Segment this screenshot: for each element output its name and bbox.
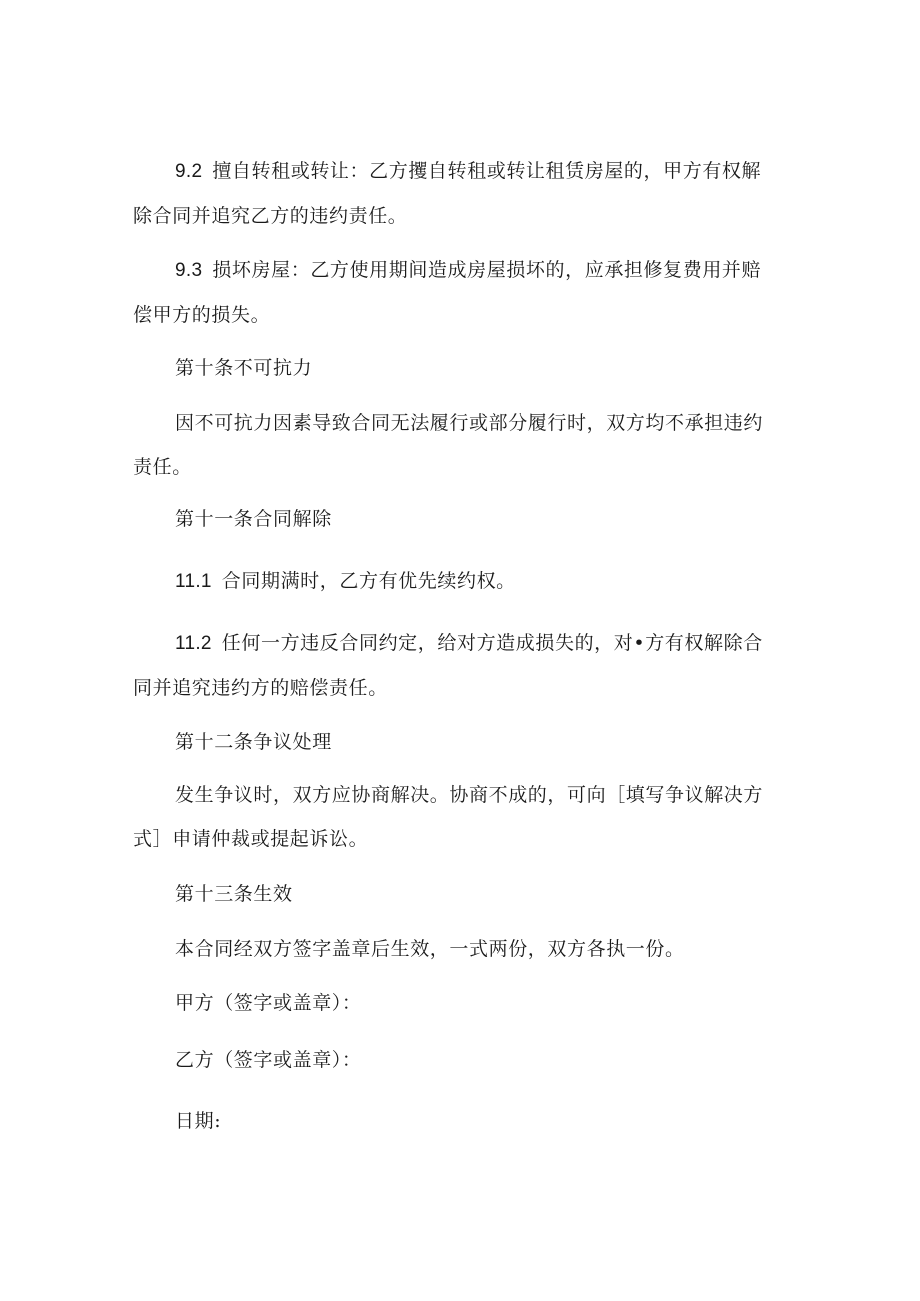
heading-text: 第十二条争议处理: [175, 731, 332, 753]
paragraph-text: 发生争议时，双方应协商解决。协商不成的，可向［填写争议解决方式］申请仲裁或提起诉讼。: [133, 784, 764, 850]
clause-number: 9.3: [175, 260, 203, 281]
signature-label: 乙方（签字或盖章）：: [175, 1049, 362, 1071]
clause-text: 任何一方违反合同约定，给对方造成损失的，对•方有权解除合同并追究违约方的赔偿责任。: [133, 632, 763, 699]
clause-11-1: [133, 559, 773, 604]
clause-number: 11.2: [175, 633, 212, 654]
clause-9-2: [133, 149, 773, 238]
paragraph-text: 本合同经双方签字盖章后生效，一式两份，双方各执一份。: [175, 938, 685, 960]
clause-number: 9.2: [175, 161, 203, 182]
heading-text: 第十一条合同解除: [175, 508, 332, 530]
heading-text: 第十三条生效: [175, 883, 293, 905]
article-13-heading: [133, 872, 773, 916]
party-b-signature: [133, 1038, 773, 1082]
article-11-heading: [133, 497, 773, 541]
clause-9-3: [133, 248, 773, 337]
article-10-body: [133, 401, 773, 489]
clause-number: 11.1: [175, 571, 212, 592]
clause-text: 合同期满时，乙方有优先续约权。: [221, 570, 516, 592]
paragraph-text: 因不可抗力因素导致合同无法履行或部分履行时，双方均不承担违约责任。: [133, 412, 764, 478]
heading-text: 第十条不可抗力: [175, 357, 313, 379]
article-12-heading: [133, 720, 773, 764]
article-12-body: [133, 773, 773, 861]
date-label: 日期:: [175, 1110, 222, 1132]
party-a-signature: [133, 981, 773, 1025]
article-10-heading: [133, 346, 773, 390]
date-line: [133, 1099, 773, 1143]
article-13-body: [133, 927, 773, 971]
signature-label: 甲方（签字或盖章）：: [175, 992, 362, 1014]
clause-11-2: [133, 621, 773, 710]
clause-text: 损坏房屋：乙方使用期间造成房屋损坏的，应承担修复费用并赔偿甲方的损失。: [133, 259, 762, 326]
clause-text: 擅自转租或转让：乙方攫自转租或转让租赁房屋的，甲方有权解除合同并追究乙方的违约责任。: [133, 160, 762, 227]
